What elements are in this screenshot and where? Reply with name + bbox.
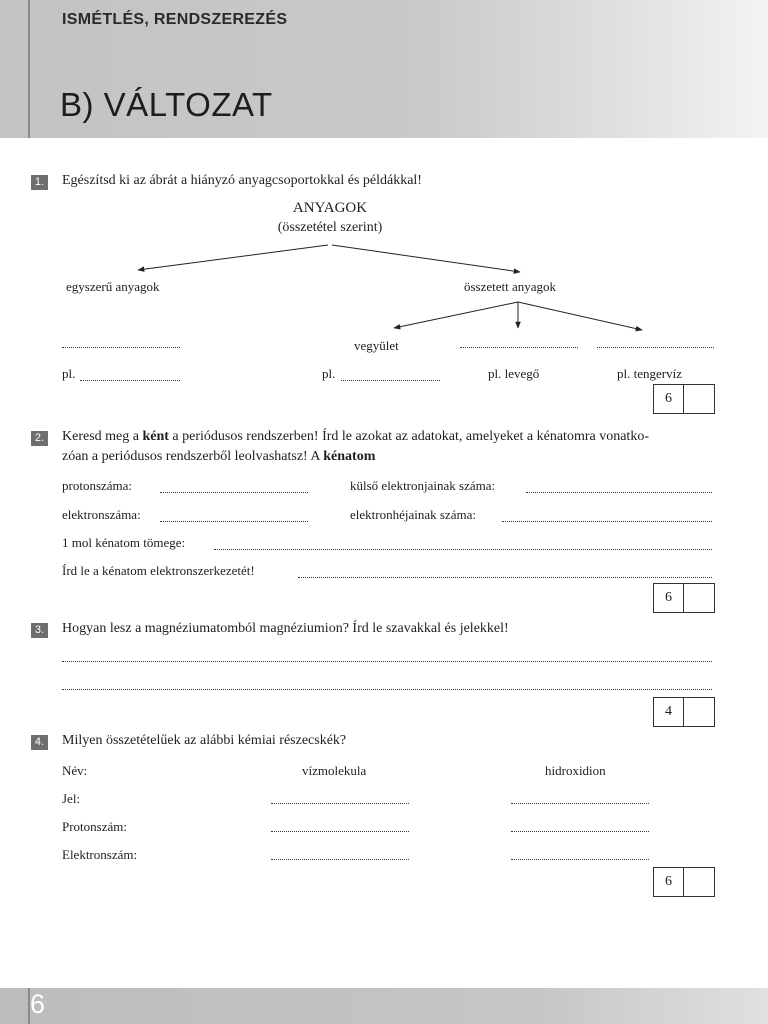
variant-title: B) VÁLTOZAT bbox=[60, 86, 273, 123]
score-box bbox=[653, 867, 715, 897]
instruction-text: zóan a periódusos rendszerből leolvashatsz! A bbox=[62, 449, 324, 464]
config-label: Írd le a kénatom elektronszerkezetét! bbox=[62, 563, 255, 578]
answer-line[interactable] bbox=[298, 577, 712, 578]
instruction-bold: kénatom bbox=[323, 449, 376, 464]
score-divider bbox=[683, 584, 684, 612]
symbol-row-label: Jel: bbox=[62, 791, 81, 806]
answer-line[interactable] bbox=[511, 831, 649, 832]
score-box bbox=[653, 583, 715, 613]
score-box bbox=[653, 697, 715, 727]
score-box bbox=[653, 384, 715, 414]
task-2-number: 2. bbox=[31, 431, 48, 446]
answer-line[interactable] bbox=[62, 661, 712, 662]
score-divider bbox=[683, 868, 684, 896]
task-3-instruction: Hogyan lesz a magnéziumatomból magnéziumion? Írd le szavakkal és jelekkel! bbox=[62, 621, 509, 636]
right-branch-label: összetett anyagok bbox=[464, 279, 557, 294]
protons-row-label: Protonszám: bbox=[62, 819, 127, 834]
arrow-to-blank-right bbox=[518, 302, 642, 330]
protons-label: protonszáma: bbox=[62, 478, 133, 493]
answer-line[interactable] bbox=[511, 859, 649, 860]
task-2-instruction-line1 bbox=[62, 429, 649, 445]
answer-line[interactable] bbox=[271, 803, 409, 804]
outer-electrons-label: külső elektronjainak száma: bbox=[350, 478, 496, 493]
tree-root-title: ANYAGOK bbox=[292, 200, 368, 216]
answer-line[interactable] bbox=[526, 492, 712, 493]
score-divider bbox=[683, 385, 684, 413]
answer-line[interactable] bbox=[62, 689, 712, 690]
task-4-instruction: Milyen összetételűek az alábbi kémiai részecskék? bbox=[62, 733, 347, 748]
example-prefix: pl. bbox=[322, 366, 336, 381]
tree-root-subtitle: (összetétel szerint) bbox=[277, 220, 383, 235]
particle-hydroxide: hidroxidion bbox=[545, 763, 606, 778]
answer-line[interactable] bbox=[160, 521, 308, 522]
answer-line[interactable] bbox=[62, 347, 180, 348]
score-divider bbox=[683, 698, 684, 726]
molar-mass-label: 1 mol kénatom tömege: bbox=[62, 535, 186, 550]
arrow-to-simple bbox=[138, 245, 328, 270]
score-value: 6 bbox=[665, 874, 672, 889]
task-1-instruction: Egészítsd ki az ábrát a hiányzó anyagcsoportokkal és példákkal! bbox=[62, 173, 422, 188]
answer-line[interactable] bbox=[271, 831, 409, 832]
instruction-bold: ként bbox=[142, 429, 169, 444]
page-footer bbox=[0, 988, 768, 1024]
answer-line[interactable] bbox=[597, 347, 714, 348]
task-3-number: 3. bbox=[31, 623, 48, 638]
name-row-label: Név: bbox=[62, 763, 88, 778]
arrow-to-vegyulet bbox=[394, 302, 518, 328]
score-value: 6 bbox=[665, 590, 672, 605]
electrons-label: elektronszáma: bbox=[62, 507, 141, 522]
task-2-instruction-line2 bbox=[62, 449, 375, 465]
shells-label: elektronhéjainak száma: bbox=[350, 507, 476, 522]
example-air: pl. levegő bbox=[488, 366, 540, 381]
left-branch-label: egyszerű anyagok bbox=[66, 279, 160, 294]
task-4-number: 4. bbox=[31, 735, 48, 750]
compound-label: vegyület bbox=[354, 338, 399, 353]
example-seawater: pl. tengervíz bbox=[617, 366, 682, 381]
instruction-text: Keresd meg a bbox=[62, 429, 143, 444]
page-number: 6 bbox=[30, 989, 46, 1019]
answer-line[interactable] bbox=[160, 492, 308, 493]
section-title: ISMÉTLÉS, RENDSZEREZÉS bbox=[62, 11, 288, 28]
particle-water: vízmolekula bbox=[302, 763, 367, 778]
answer-line[interactable] bbox=[341, 380, 440, 381]
answer-line[interactable] bbox=[460, 347, 578, 348]
example-prefix: pl. bbox=[62, 366, 76, 381]
task-1-number: 1. bbox=[31, 175, 48, 190]
electrons-row-label: Elektronszám: bbox=[62, 847, 138, 862]
score-value: 6 bbox=[665, 391, 672, 406]
instruction-text: a periódusos rendszerben! Írd le azokat az adatokat, amelyeket a kénatomra vonatko- bbox=[168, 429, 649, 444]
answer-line[interactable] bbox=[214, 549, 712, 550]
answer-line[interactable] bbox=[511, 803, 649, 804]
score-value: 4 bbox=[665, 704, 672, 719]
answer-line[interactable] bbox=[502, 521, 712, 522]
answer-line[interactable] bbox=[80, 380, 180, 381]
answer-line[interactable] bbox=[271, 859, 409, 860]
arrow-to-compound bbox=[332, 245, 520, 272]
